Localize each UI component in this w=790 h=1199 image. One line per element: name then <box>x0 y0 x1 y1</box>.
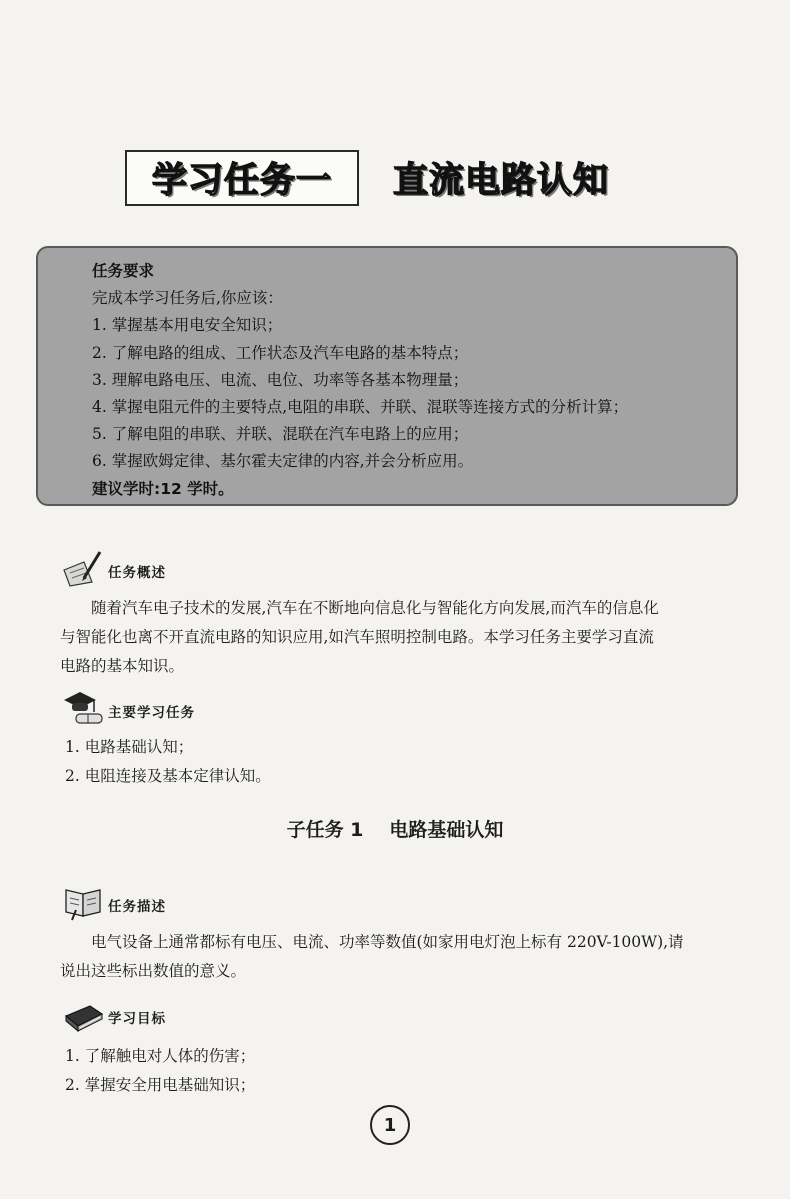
overview-paragraph <box>60 594 752 681</box>
overview-line: 电路的基本知识。 <box>60 657 185 675</box>
requirements-heading: 任务要求 <box>92 262 155 280</box>
objective-item: 1. 了解触电对人体的伤害； <box>65 1047 256 1065</box>
requirement-item: 6. 掌握欧姆定律、基尔霍夫定律的内容,并会分析应用。 <box>92 452 474 471</box>
description-line: 电气设备上通常都标有电压、电流、功率等数值(如家用电灯泡上标有 220V-100W),请 <box>91 933 684 951</box>
description-line: 说出这些标出数值的意义。 <box>60 962 247 980</box>
subtask-number: 子任务 1 <box>286 819 364 841</box>
pen-and-paper-icon <box>62 548 106 588</box>
chapter-heading: 直流电路认知 <box>393 161 610 201</box>
main-task-item: 1. 电路基础认知； <box>65 738 194 756</box>
suggested-hours: 建议学时:12 学时。 <box>92 479 234 498</box>
overview-line: 与智能化也离不开直流电路的知识应用,如汽车照明控制电路。本学习任务主要学习直流 <box>60 628 654 646</box>
objective-item: 2. 掌握安全用电基础知识； <box>65 1076 256 1094</box>
requirements-intro: 完成本学习任务后,你应该： <box>92 289 283 308</box>
task-requirements-box <box>36 246 738 506</box>
graduation-cap-diploma-icon <box>62 688 106 728</box>
page-number: 1 <box>370 1105 410 1145</box>
open-book-icon <box>62 882 106 922</box>
main-tasks-label: 主要学习任务 <box>108 705 195 721</box>
requirement-item: 4. 掌握电阻元件的主要特点,电阻的串联、并联、混联等连接方式的分析计算； <box>92 398 629 417</box>
chapter-number: 学习任务一 <box>151 161 332 201</box>
requirement-item: 2. 了解电路的组成、工作状态及汽车电路的基本特点； <box>92 343 469 362</box>
closed-book-icon <box>62 994 106 1034</box>
main-tasks-header <box>62 688 195 728</box>
objectives-header <box>62 994 166 1034</box>
requirement-item: 1. 掌握基本用电安全知识； <box>92 316 283 335</box>
chapter-title <box>125 150 685 210</box>
requirement-item: 3. 理解电路电压、电流、电位、功率等各基本物理量； <box>92 370 469 389</box>
description-header <box>62 882 166 922</box>
description-paragraph <box>60 928 752 986</box>
objectives-label: 学习目标 <box>108 1011 166 1027</box>
subtask-heading <box>0 815 790 842</box>
requirement-item: 5. 了解电阻的串联、并联、混联在汽车电路上的应用； <box>92 425 469 444</box>
main-task-item: 2. 电阻连接及基本定律认知。 <box>65 767 271 785</box>
overview-line: 随着汽车电子技术的发展,汽车在不断地向信息化与智能化方向发展,而汽车的信息化 <box>91 599 659 617</box>
chapter-number-box <box>125 150 359 206</box>
subtask-title: 电路基础认知 <box>389 819 504 841</box>
overview-header <box>62 548 166 588</box>
overview-label: 任务概述 <box>108 565 166 581</box>
description-label: 任务描述 <box>108 899 166 915</box>
